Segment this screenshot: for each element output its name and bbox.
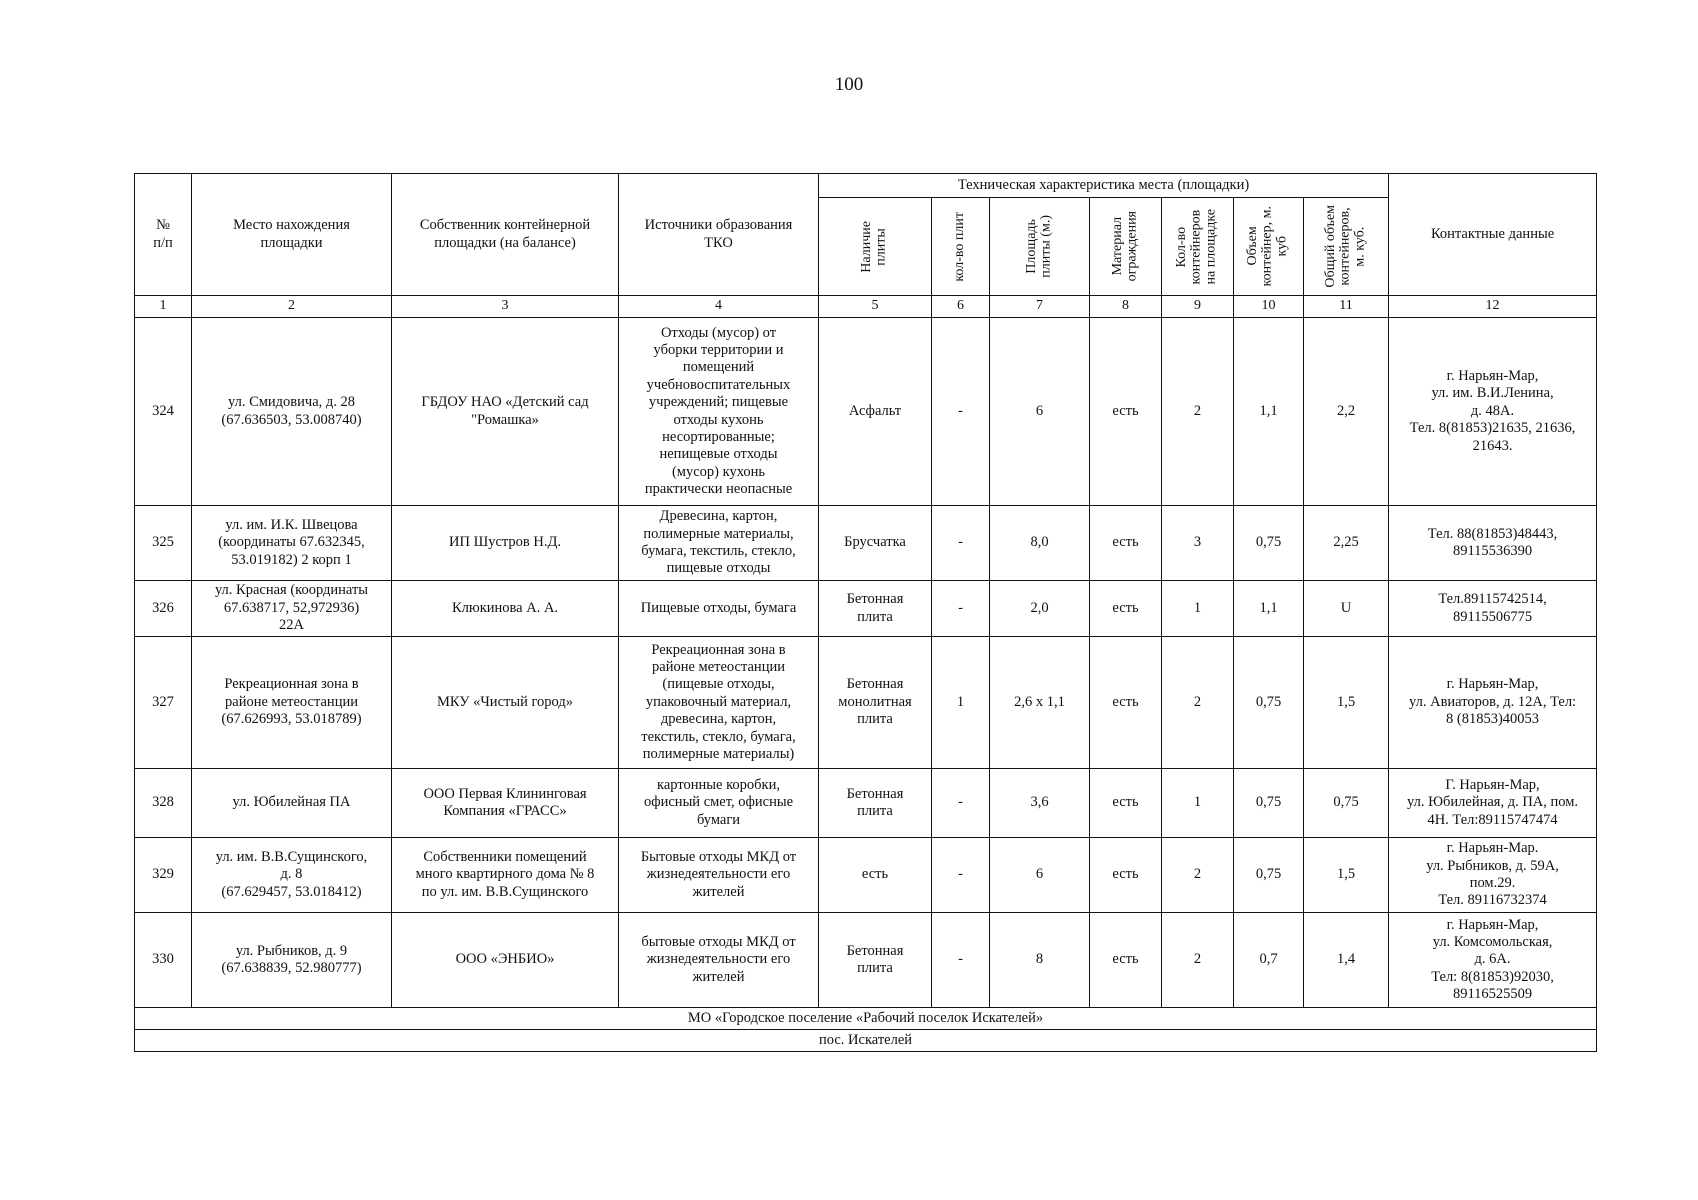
cell-containers: 3: [1162, 506, 1234, 581]
cell-no: 324: [135, 318, 192, 506]
cell-containers: 2: [1162, 913, 1234, 1008]
cell-volume: 0,75: [1234, 637, 1304, 769]
page-number: 100: [834, 74, 864, 95]
cell-owner: Клюкинова А. А.: [392, 581, 619, 637]
cell-contacts: г. Нарьян-Мар, ул. им. В.И.Ленина, д. 48А. Тел. 8(81853)21635, 21636, 21643.: [1389, 318, 1597, 506]
waste-site-registry-table: [134, 173, 1597, 1052]
cell-sources: Рекреационная зона в районе метеостанции (пищевые отходы, упаковочный материал, древесина, картон, текстиль, стекло, бумага, полимерные материалы): [619, 637, 819, 769]
header-container-volume-text: Объем контейнер, м. куб: [1245, 206, 1290, 287]
column-number: 12: [1389, 296, 1597, 318]
cell-owner: ООО «ЭНБИО»: [392, 913, 619, 1008]
cell-sources: Бытовые отходы МКД от жизнедеятельности его жителей: [619, 838, 819, 913]
table-row: [135, 913, 1597, 1008]
cell-no: 328: [135, 769, 192, 838]
cell-fence: есть: [1090, 913, 1162, 1008]
cell-sources: Пищевые отходы, бумага: [619, 581, 819, 637]
cell-slab-count: -: [932, 581, 990, 637]
column-number: 7: [990, 296, 1090, 318]
header-tech-group: Техническая характеристика места (площадки): [819, 174, 1389, 198]
column-number: 10: [1234, 296, 1304, 318]
table-row: [135, 506, 1597, 581]
header-slab-count: [932, 198, 990, 296]
section-municipality: МО «Городское поселение «Рабочий поселок Искателей»: [135, 1008, 1597, 1030]
cell-owner: Собственники помещений много квартирного дома № 8 по ул. им. В.В.Сущинского: [392, 838, 619, 913]
cell-location: ул. им. В.В.Сущинского, д. 8 (67.629457, 53.018412): [192, 838, 392, 913]
cell-containers: 1: [1162, 769, 1234, 838]
cell-owner: ООО Первая Клининговая Компания «ГРАСС»: [392, 769, 619, 838]
cell-sources: Отходы (мусор) от уборки территории и помещений учебновоспитательных учреждений; пищевые отходы кухонь несортированные; непищевые отходы (мусор) кухонь практически неопасные: [619, 318, 819, 506]
cell-area: 8,0: [990, 506, 1090, 581]
cell-area: 3,6: [990, 769, 1090, 838]
header-owner: Собственник контейнерной площадки (на балансе): [392, 174, 619, 296]
cell-fence: есть: [1090, 637, 1162, 769]
header-contacts: Контактные данные: [1389, 174, 1597, 296]
cell-location: ул. Рыбников, д. 9 (67.638839, 52.980777): [192, 913, 392, 1008]
cell-total: 0,75: [1304, 769, 1389, 838]
header-fence-material: [1090, 198, 1162, 296]
column-number: 9: [1162, 296, 1234, 318]
header-sources: Источники образования ТКО: [619, 174, 819, 296]
header-slab-area: [990, 198, 1090, 296]
cell-no: 325: [135, 506, 192, 581]
cell-owner: ГБДОУ НАО «Детский сад "Ромашка»: [392, 318, 619, 506]
cell-area: 6: [990, 838, 1090, 913]
cell-slab: Бетонная плита: [819, 581, 932, 637]
cell-total: U: [1304, 581, 1389, 637]
cell-slab-count: -: [932, 318, 990, 506]
cell-containers: 2: [1162, 318, 1234, 506]
cell-volume: 1,1: [1234, 318, 1304, 506]
cell-contacts: Г. Нарьян-Мар, ул. Юбилейная, д. ПА, пом. 4Н. Тел:89115747474: [1389, 769, 1597, 838]
cell-fence: есть: [1090, 769, 1162, 838]
column-number: 6: [932, 296, 990, 318]
column-number: 1: [135, 296, 192, 318]
header-total-volume: [1304, 198, 1389, 296]
cell-slab: Брусчатка: [819, 506, 932, 581]
table-row: [135, 318, 1597, 506]
cell-slab-count: 1: [932, 637, 990, 769]
cell-total: 1,4: [1304, 913, 1389, 1008]
cell-location: Рекреационная зона в районе метеостанции (67.626993, 53.018789): [192, 637, 392, 769]
header-slab-count-text: кол-во плит: [952, 211, 968, 282]
column-number-row: [135, 296, 1597, 318]
cell-location: ул. Смидовича, д. 28 (67.636503, 53.008740): [192, 318, 392, 506]
cell-fence: есть: [1090, 838, 1162, 913]
cell-fence: есть: [1090, 318, 1162, 506]
cell-contacts: Тел.89115742514, 89115506775: [1389, 581, 1597, 637]
cell-slab-count: -: [932, 506, 990, 581]
cell-location: ул. им. И.К. Швецова (координаты 67.632345, 53.019182) 2 корп 1: [192, 506, 392, 581]
cell-area: 6: [990, 318, 1090, 506]
cell-volume: 0,75: [1234, 838, 1304, 913]
header-total-volume-text: Общий объем контейнеров, м. куб.: [1322, 205, 1368, 288]
cell-slab: Бетонная монолитная плита: [819, 637, 932, 769]
cell-location: ул. Красная (координаты 67.638717, 52,972936) 22А: [192, 581, 392, 637]
cell-slab-count: -: [932, 769, 990, 838]
cell-owner: ИП Шустров Н.Д.: [392, 506, 619, 581]
cell-area: 8: [990, 913, 1090, 1008]
cell-slab: Асфальт: [819, 318, 932, 506]
header-container-count-text: Кол-во контейнеров на площадке: [1174, 208, 1219, 285]
cell-slab: Бетонная плита: [819, 769, 932, 838]
cell-total: 1,5: [1304, 637, 1389, 769]
cell-no: 326: [135, 581, 192, 637]
column-number: 11: [1304, 296, 1389, 318]
header-fence-material-text: Материал ограждения: [1109, 211, 1140, 282]
cell-contacts: Тел. 88(81853)48443, 89115536390: [1389, 506, 1597, 581]
header-container-count: [1162, 198, 1234, 296]
cell-containers: 2: [1162, 637, 1234, 769]
column-number: 3: [392, 296, 619, 318]
table-row: [135, 769, 1597, 838]
cell-no: 327: [135, 637, 192, 769]
table-row: [135, 581, 1597, 637]
cell-total: 2,25: [1304, 506, 1389, 581]
cell-owner: МКУ «Чистый город»: [392, 637, 619, 769]
cell-no: 329: [135, 838, 192, 913]
cell-area: 2,0: [990, 581, 1090, 637]
cell-slab-count: -: [932, 838, 990, 913]
cell-slab-count: -: [932, 913, 990, 1008]
section-row-municipality: [135, 1008, 1597, 1030]
cell-volume: 0,75: [1234, 506, 1304, 581]
cell-sources: Древесина, картон, полимерные материалы, бумага, текстиль, стекло, пищевые отходы: [619, 506, 819, 581]
cell-total: 2,2: [1304, 318, 1389, 506]
header-no: № п/п: [135, 174, 192, 296]
table-row: [135, 637, 1597, 769]
table-row: [135, 838, 1597, 913]
cell-sources: картонные коробки, офисный смет, офисные бумаги: [619, 769, 819, 838]
cell-slab: Бетонная плита: [819, 913, 932, 1008]
cell-containers: 2: [1162, 838, 1234, 913]
column-number: 5: [819, 296, 932, 318]
cell-location: ул. Юбилейная ПА: [192, 769, 392, 838]
cell-contacts: г. Нарьян-Мар, ул. Авиаторов, д. 12А, Тел: 8 (81853)40053: [1389, 637, 1597, 769]
cell-no: 330: [135, 913, 192, 1008]
column-number: 8: [1090, 296, 1162, 318]
cell-sources: бытовые отходы МКД от жизнедеятельности его жителей: [619, 913, 819, 1008]
header-container-volume: [1234, 198, 1304, 296]
header-row-top: [135, 174, 1597, 198]
column-number: 4: [619, 296, 819, 318]
cell-volume: 1,1: [1234, 581, 1304, 637]
cell-fence: есть: [1090, 506, 1162, 581]
cell-slab: есть: [819, 838, 932, 913]
section-settlement: пос. Искателей: [135, 1030, 1597, 1052]
cell-volume: 0,7: [1234, 913, 1304, 1008]
header-location: Место нахождения площадки: [192, 174, 392, 296]
section-row-settlement: [135, 1030, 1597, 1052]
cell-containers: 1: [1162, 581, 1234, 637]
header-slab-presence: [819, 198, 932, 296]
header-slab-area-text: Площадь плиты (м.): [1023, 215, 1054, 278]
cell-total: 1,5: [1304, 838, 1389, 913]
cell-fence: есть: [1090, 581, 1162, 637]
cell-area: 2,6 x 1,1: [990, 637, 1090, 769]
cell-contacts: г. Нарьян-Мар. ул. Рыбников, д. 59А, пом.29. Тел. 89116732374: [1389, 838, 1597, 913]
cell-volume: 0,75: [1234, 769, 1304, 838]
cell-contacts: г. Нарьян-Мар, ул. Комсомольская, д. 6А. Тел: 8(81853)92030, 89116525509: [1389, 913, 1597, 1008]
column-number: 2: [192, 296, 392, 318]
header-slab-presence-text: Наличие плиты: [859, 220, 889, 273]
